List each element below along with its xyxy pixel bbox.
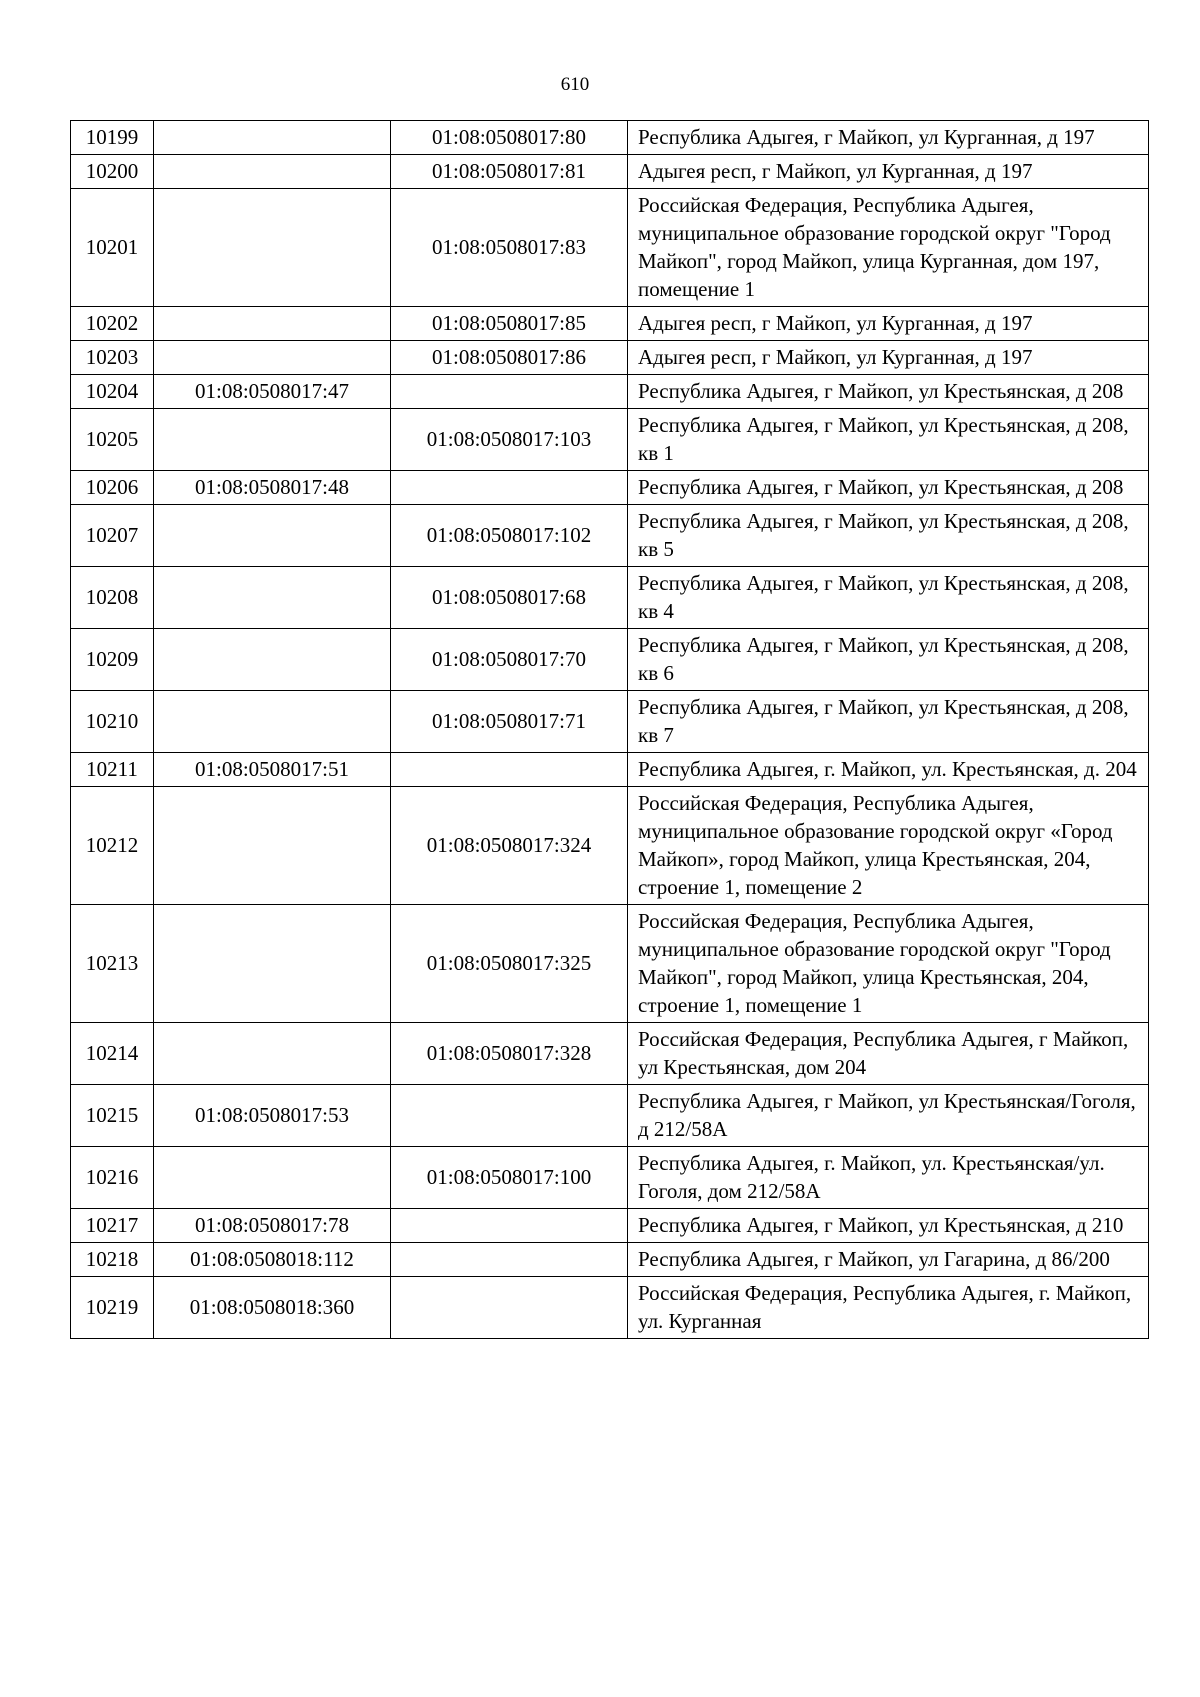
table-row xyxy=(71,753,1149,787)
address-cell: Республика Адыгея, г Майкоп, ул Крестьянская, д 208, кв 7 xyxy=(628,691,1149,753)
registry-table xyxy=(70,120,1149,1339)
row-number-cell: 10199 xyxy=(71,121,154,155)
land-cadastral-number-cell xyxy=(154,189,391,307)
address-cell: Республика Адыгея, г Майкоп, ул Крестьянская, д 208 xyxy=(628,471,1149,505)
registry-table-body xyxy=(71,121,1149,1339)
object-cadastral-number-cell: 01:08:0508017:103 xyxy=(391,409,628,471)
page-number: 610 xyxy=(560,74,590,95)
object-cadastral-number-cell: 01:08:0508017:71 xyxy=(391,691,628,753)
object-cadastral-number-cell: 01:08:0508017:83 xyxy=(391,189,628,307)
row-number-cell: 10204 xyxy=(71,375,154,409)
table-row xyxy=(71,905,1149,1023)
row-number-cell: 10209 xyxy=(71,629,154,691)
address-cell: Адыгея респ, г Майкоп, ул Курганная, д 197 xyxy=(628,307,1149,341)
table-row xyxy=(71,1243,1149,1277)
object-cadastral-number-cell: 01:08:0508017:70 xyxy=(391,629,628,691)
object-cadastral-number-cell: 01:08:0508017:86 xyxy=(391,341,628,375)
table-row xyxy=(71,375,1149,409)
address-cell: Республика Адыгея, г. Майкоп, ул. Крестьянская, д. 204 xyxy=(628,753,1149,787)
table-row xyxy=(71,1023,1149,1085)
object-cadastral-number-cell xyxy=(391,1085,628,1147)
row-number-cell: 10210 xyxy=(71,691,154,753)
land-cadastral-number-cell xyxy=(154,307,391,341)
object-cadastral-number-cell xyxy=(391,471,628,505)
land-cadastral-number-cell xyxy=(154,691,391,753)
object-cadastral-number-cell: 01:08:0508017:102 xyxy=(391,505,628,567)
row-number-cell: 10206 xyxy=(71,471,154,505)
address-cell: Российская Федерация, Республика Адыгея, муниципальное образование городской округ «Город Майкоп», город Майкоп, улица Крестьянская, 204, строение 1, помещение 2 xyxy=(628,787,1149,905)
object-cadastral-number-cell: 01:08:0508017:328 xyxy=(391,1023,628,1085)
land-cadastral-number-cell: 01:08:0508017:51 xyxy=(154,753,391,787)
land-cadastral-number-cell xyxy=(154,155,391,189)
address-cell: Адыгея респ, г Майкоп, ул Курганная, д 197 xyxy=(628,341,1149,375)
land-cadastral-number-cell: 01:08:0508017:78 xyxy=(154,1209,391,1243)
table-row xyxy=(71,189,1149,307)
land-cadastral-number-cell xyxy=(154,121,391,155)
row-number-cell: 10219 xyxy=(71,1277,154,1339)
object-cadastral-number-cell xyxy=(391,375,628,409)
address-cell: Российская Федерация, Республика Адыгея, г Майкоп, ул Крестьянская, дом 204 xyxy=(628,1023,1149,1085)
table-row xyxy=(71,629,1149,691)
row-number-cell: 10218 xyxy=(71,1243,154,1277)
land-cadastral-number-cell xyxy=(154,629,391,691)
row-number-cell: 10216 xyxy=(71,1147,154,1209)
table-row xyxy=(71,1209,1149,1243)
row-number-cell: 10213 xyxy=(71,905,154,1023)
table-row xyxy=(71,307,1149,341)
land-cadastral-number-cell xyxy=(154,505,391,567)
row-number-cell: 10201 xyxy=(71,189,154,307)
object-cadastral-number-cell: 01:08:0508017:68 xyxy=(391,567,628,629)
address-cell: Республика Адыгея, г Майкоп, ул Курганная, д 197 xyxy=(628,121,1149,155)
land-cadastral-number-cell: 01:08:0508017:47 xyxy=(154,375,391,409)
row-number-cell: 10200 xyxy=(71,155,154,189)
row-number-cell: 10214 xyxy=(71,1023,154,1085)
table-row xyxy=(71,121,1149,155)
land-cadastral-number-cell: 01:08:0508017:53 xyxy=(154,1085,391,1147)
object-cadastral-number-cell xyxy=(391,1209,628,1243)
table-row xyxy=(71,1147,1149,1209)
land-cadastral-number-cell xyxy=(154,1023,391,1085)
address-cell: Республика Адыгея, г Майкоп, ул Крестьянская/Гоголя, д 212/58А xyxy=(628,1085,1149,1147)
table-row xyxy=(71,1277,1149,1339)
table-row xyxy=(71,409,1149,471)
land-cadastral-number-cell xyxy=(154,409,391,471)
table-row xyxy=(71,567,1149,629)
row-number-cell: 10212 xyxy=(71,787,154,905)
address-cell: Республика Адыгея, г Майкоп, ул Крестьянская, д 208, кв 4 xyxy=(628,567,1149,629)
land-cadastral-number-cell xyxy=(154,787,391,905)
object-cadastral-number-cell xyxy=(391,1277,628,1339)
address-cell: Республика Адыгея, г Майкоп, ул Крестьянская, д 208, кв 1 xyxy=(628,409,1149,471)
address-cell: Республика Адыгея, г Майкоп, ул Крестьянская, д 208, кв 6 xyxy=(628,629,1149,691)
object-cadastral-number-cell: 01:08:0508017:81 xyxy=(391,155,628,189)
land-cadastral-number-cell xyxy=(154,905,391,1023)
table-row xyxy=(71,341,1149,375)
address-cell: Республика Адыгея, г Майкоп, ул Крестьянская, д 208 xyxy=(628,375,1149,409)
land-cadastral-number-cell xyxy=(154,341,391,375)
land-cadastral-number-cell: 01:08:0508017:48 xyxy=(154,471,391,505)
address-cell: Российская Федерация, Республика Адыгея, г. Майкоп, ул. Курганная xyxy=(628,1277,1149,1339)
object-cadastral-number-cell: 01:08:0508017:85 xyxy=(391,307,628,341)
table-row xyxy=(71,1085,1149,1147)
row-number-cell: 10202 xyxy=(71,307,154,341)
table-row xyxy=(71,471,1149,505)
land-cadastral-number-cell xyxy=(154,567,391,629)
object-cadastral-number-cell: 01:08:0508017:80 xyxy=(391,121,628,155)
row-number-cell: 10208 xyxy=(71,567,154,629)
table-row xyxy=(71,691,1149,753)
row-number-cell: 10217 xyxy=(71,1209,154,1243)
land-cadastral-number-cell: 01:08:0508018:360 xyxy=(154,1277,391,1339)
row-number-cell: 10203 xyxy=(71,341,154,375)
object-cadastral-number-cell xyxy=(391,1243,628,1277)
row-number-cell: 10215 xyxy=(71,1085,154,1147)
address-cell: Республика Адыгея, г Майкоп, ул Гагарина, д 86/200 xyxy=(628,1243,1149,1277)
table-row xyxy=(71,505,1149,567)
address-cell: Российская Федерация, Республика Адыгея, муниципальное образование городской округ "Город Майкоп", город Майкоп, улица Курганная, дом 197, помещение 1 xyxy=(628,189,1149,307)
address-cell: Республика Адыгея, г. Майкоп, ул. Крестьянская/ул. Гоголя, дом 212/58А xyxy=(628,1147,1149,1209)
land-cadastral-number-cell xyxy=(154,1147,391,1209)
table-row xyxy=(71,787,1149,905)
object-cadastral-number-cell: 01:08:0508017:324 xyxy=(391,787,628,905)
row-number-cell: 10205 xyxy=(71,409,154,471)
address-cell: Республика Адыгея, г Майкоп, ул Крестьянская, д 208, кв 5 xyxy=(628,505,1149,567)
address-cell: Российская Федерация, Республика Адыгея, муниципальное образование городской округ "Город Майкоп", город Майкоп, улица Крестьянская, 204, строение 1, помещение 1 xyxy=(628,905,1149,1023)
address-cell: Адыгея респ, г Майкоп, ул Курганная, д 197 xyxy=(628,155,1149,189)
object-cadastral-number-cell xyxy=(391,753,628,787)
row-number-cell: 10211 xyxy=(71,753,154,787)
object-cadastral-number-cell: 01:08:0508017:100 xyxy=(391,1147,628,1209)
table-row xyxy=(71,155,1149,189)
address-cell: Республика Адыгея, г Майкоп, ул Крестьянская, д 210 xyxy=(628,1209,1149,1243)
land-cadastral-number-cell: 01:08:0508018:112 xyxy=(154,1243,391,1277)
object-cadastral-number-cell: 01:08:0508017:325 xyxy=(391,905,628,1023)
row-number-cell: 10207 xyxy=(71,505,154,567)
